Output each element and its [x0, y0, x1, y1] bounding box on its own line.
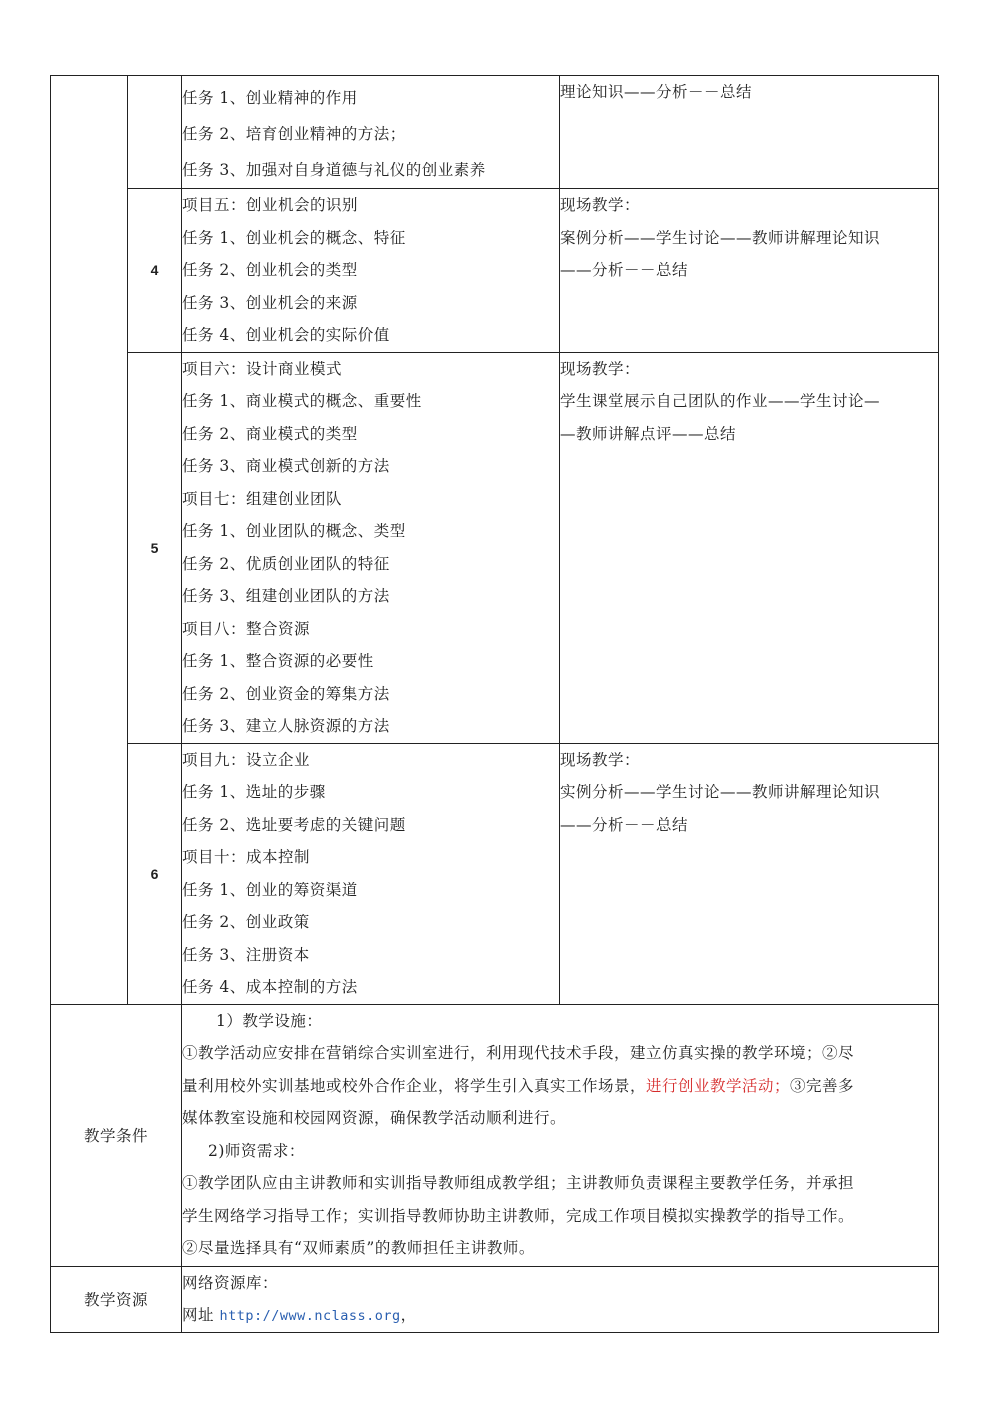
task-line: 任务 2、选址要考虑的关键问题 — [182, 815, 406, 834]
highlighted-text: 进行创业教学活动； — [646, 1076, 791, 1095]
method-line: 案例分析——学生讨论——教师讲解理论知识 — [560, 228, 881, 247]
paragraph-line — [182, 1070, 938, 1103]
resources-label: 教学资源 — [51, 1266, 182, 1332]
week-number — [128, 76, 182, 189]
project-heading: 项目九：设立企业 — [182, 750, 311, 769]
task-line: 任务 4、成本控制的方法 — [182, 978, 358, 996]
table-row — [51, 189, 939, 353]
task-line: 任务 2、优质创业团队的特征 — [182, 554, 390, 573]
table-row — [51, 352, 939, 743]
task-line: 任务 2、创业机会的类型 — [182, 261, 358, 279]
paragraph-line: 学生网络学习指导工作；实训指导教师协助主讲教师，完成工作项目模拟实操教学的指导工作。 — [182, 1206, 855, 1225]
url-prefix: 网址 — [182, 1306, 215, 1324]
method-line: 现场教学： — [560, 196, 641, 214]
paragraph-line: ①教学活动应安排在营销综合实训室进行，利用现代技术手段，建立仿真实操的教学环境；②尽 — [182, 1044, 855, 1062]
paragraph-line: ②尽量选择具有“双师素质”的教师担任主讲教师。 — [182, 1239, 535, 1257]
project-heading: 项目七：组建创业团队 — [182, 489, 343, 508]
method-line: 学生课堂展示自己团队的作业——学生讨论— — [560, 392, 881, 410]
task-line: 任务 3、注册资本 — [182, 945, 310, 964]
week-number: 5 — [128, 352, 182, 743]
method-line: 实例分析——学生讨论——教师讲解理论知识 — [560, 783, 881, 801]
conditions-label: 教学条件 — [51, 1004, 182, 1266]
method-cell — [560, 76, 939, 189]
week-number: 4 — [128, 189, 182, 353]
task-line: 任务 3、建立人脉资源的方法 — [182, 717, 390, 735]
facilities-heading: 1）教学设施： — [216, 1011, 323, 1030]
week-number: 6 — [128, 743, 182, 1004]
table-row — [51, 743, 939, 1004]
task-line: 任务 2、创业资金的筹集方法 — [182, 684, 390, 703]
task-line: 任务 1、选址的步骤 — [182, 783, 326, 801]
method-line: ——分析－－总结 — [560, 261, 689, 279]
table-row — [51, 76, 939, 189]
task-line: 任务 3、加强对自身道德与礼仪的创业素养 — [182, 161, 486, 179]
task-line: 任务 3、商业模式创新的方法 — [182, 457, 390, 475]
task-line: 任务 1、创业的筹资渠道 — [182, 880, 358, 899]
paragraph-line: 媒体教室设施和校园网资源，确保教学活动顺利进行。 — [182, 1109, 567, 1127]
method-line: —教师讲解点评——总结 — [560, 424, 737, 443]
task-line: 任务 2、商业模式的类型 — [182, 424, 358, 443]
method-line: ——分析－－总结 — [560, 815, 689, 834]
url-suffix: ， — [400, 1306, 417, 1324]
task-line: 任务 3、创业机会的来源 — [182, 293, 358, 312]
conditions-content — [182, 1004, 939, 1266]
text-span: 量利用校外实训基地或校外合作企业，将学生引入真实工作场景， — [182, 1076, 647, 1095]
task-line: 任务 1、创业精神的作用 — [182, 89, 358, 107]
method-cell — [560, 352, 939, 743]
url-line — [182, 1299, 938, 1332]
tasks-cell — [182, 743, 560, 1004]
resources-row — [51, 1266, 939, 1332]
method-line: 理论知识——分析－－总结 — [560, 83, 753, 101]
resource-link[interactable]: http://www.nclass.org — [219, 1308, 401, 1324]
text-span: ③完善多 — [790, 1076, 855, 1095]
resources-line: 网络资源库： — [182, 1273, 279, 1292]
conditions-row — [51, 1004, 939, 1266]
task-line: 任务 2、创业政策 — [182, 913, 310, 931]
task-line: 任务 4、创业机会的实际价值 — [182, 326, 390, 344]
tasks-cell — [182, 76, 560, 189]
teachers-heading: 2)师资需求： — [208, 1141, 305, 1160]
task-line: 任务 1、创业机会的概念、特征 — [182, 228, 406, 247]
project-heading: 项目六：设计商业模式 — [182, 359, 343, 378]
task-line: 任务 3、组建创业团队的方法 — [182, 587, 390, 605]
project-heading: 项目八：整合资源 — [182, 619, 311, 638]
task-line: 任务 2、培育创业精神的方法； — [182, 125, 406, 143]
method-cell — [560, 743, 939, 1004]
task-line: 任务 1、整合资源的必要性 — [182, 652, 374, 670]
paragraph-line: ①教学团队应由主讲教师和实训指导教师组成教学组；主讲教师负责课程主要教学任务，并承担 — [182, 1174, 855, 1192]
section-label-cell — [51, 76, 128, 1005]
tasks-cell — [182, 352, 560, 743]
method-cell — [560, 189, 939, 353]
resources-content — [182, 1266, 939, 1332]
task-line: 任务 1、商业模式的概念、重要性 — [182, 392, 422, 410]
course-schedule-table — [50, 75, 939, 1333]
project-heading: 项目十：成本控制 — [182, 848, 311, 866]
task-line: 任务 1、创业团队的概念、类型 — [182, 522, 406, 540]
method-line: 现场教学： — [560, 750, 641, 769]
tasks-cell — [182, 189, 560, 353]
project-heading: 项目五：创业机会的识别 — [182, 196, 359, 214]
method-line: 现场教学： — [560, 359, 641, 378]
